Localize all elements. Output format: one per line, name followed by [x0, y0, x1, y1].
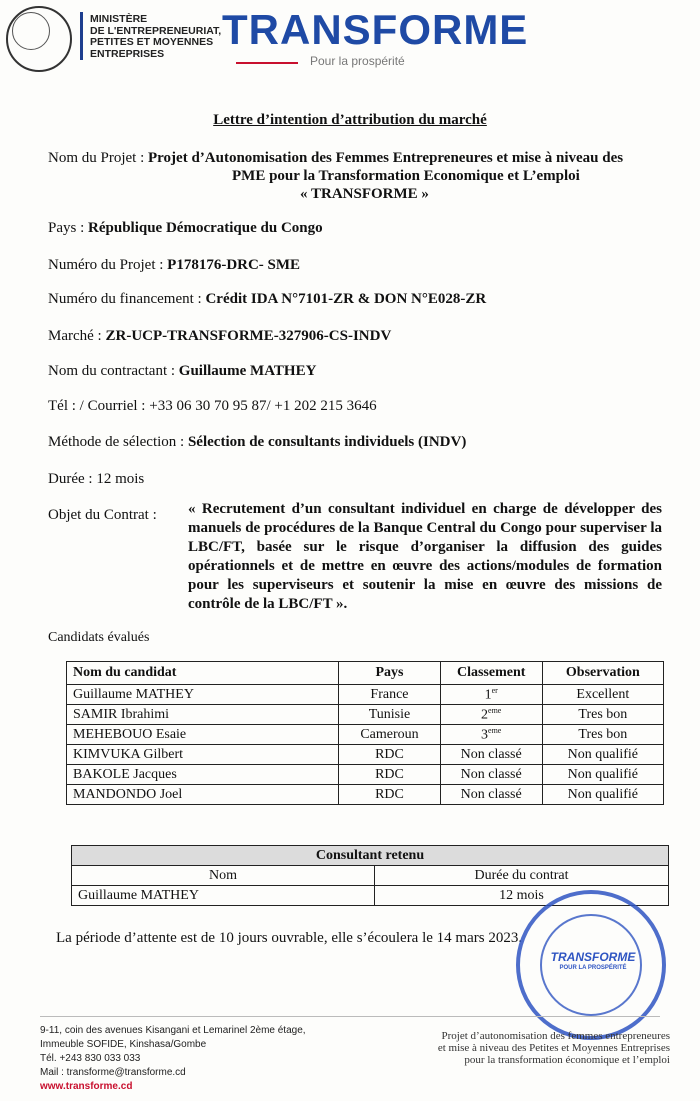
field-objet-label: Objet du Contrat : — [48, 507, 157, 523]
brand-accent-line — [236, 62, 298, 64]
field-label: Pays : — [48, 220, 85, 236]
candidate-country: RDC — [339, 785, 440, 805]
rank-value: 1 — [484, 687, 492, 703]
candidate-country: RDC — [339, 745, 440, 765]
candidate-country: Tunisie — [339, 705, 440, 725]
field-label: Tél : / Courriel : — [48, 398, 146, 414]
footer-website-link[interactable]: www.transforme.cd — [40, 1081, 133, 1092]
field-numero-projet — [48, 257, 300, 274]
footer-desc-line: Projet d’autonomisation des femmes entrepreneures — [441, 1030, 670, 1042]
table-row — [67, 745, 664, 765]
candidate-name: MEHEBOUO Esaie — [67, 725, 339, 745]
table-title: Consultant retenu — [72, 846, 669, 866]
table-header-row — [72, 866, 669, 886]
ministry-divider — [80, 12, 83, 60]
candidate-country: RDC — [339, 765, 440, 785]
candidate-rank: Non classé — [440, 745, 542, 765]
field-value: Sélection de consultants individuels (INDV) — [187, 434, 467, 450]
candidate-observation: Non qualifié — [542, 785, 663, 805]
candidate-name: SAMIR Ibrahimi — [67, 705, 339, 725]
table-title-row — [72, 846, 669, 866]
candidate-observation: Non qualifié — [542, 745, 663, 765]
candidate-country: France — [339, 685, 440, 705]
candidate-rank — [440, 685, 542, 705]
footer-phone: Tél. +243 830 033 033 — [40, 1053, 141, 1064]
address-line: Immeuble SOFIDE, Kinshasa/Gombe — [40, 1039, 207, 1050]
ministry-name — [90, 14, 221, 60]
candidates-label: Candidats évalués — [48, 630, 150, 645]
field-marche — [48, 328, 391, 345]
ministry-line: ENTREPRISES — [90, 47, 165, 60]
candidate-name: BAKOLE Jacques — [67, 765, 339, 785]
field-value: 12 mois — [96, 471, 145, 487]
candidates-table — [66, 661, 664, 805]
field-value: Crédit IDA N°7101-ZR & DON N°E028-ZR — [205, 291, 487, 307]
table-row — [67, 725, 664, 745]
field-contractant — [48, 363, 316, 380]
rank-suffix: eme — [488, 705, 502, 715]
table-row — [67, 685, 664, 705]
header-cell: Nom du candidat — [67, 662, 339, 685]
footer-project-description — [420, 1030, 670, 1066]
document-title: Lettre d’intention d’attribution du marché — [213, 112, 487, 128]
footer-desc-line: et mise à niveau des Petites et Moyennes Entreprises — [437, 1042, 670, 1054]
candidate-rank — [440, 705, 542, 725]
footer-desc-line: pour la transformation économique et l’emploi — [464, 1054, 670, 1066]
projet-line-3: « TRANSFORME » — [300, 186, 429, 202]
field-label: Numéro du financement : — [48, 291, 202, 307]
field-label: Nom du contractant : — [48, 363, 176, 379]
candidate-rank — [440, 725, 542, 745]
waiting-period-text: La période d’attente est de 10 jours ouvrable, elle s’écoulera le 14 mars 2023. — [56, 930, 523, 946]
candidate-rank: Non classé — [440, 765, 542, 785]
seal-emblem-icon — [12, 12, 50, 50]
candidate-observation: Excellent — [542, 685, 663, 705]
footer-address — [40, 1024, 306, 1094]
field-label: Nom du Projet : — [48, 150, 145, 166]
table-header-row — [67, 662, 664, 685]
header-cell: Observation — [542, 662, 663, 685]
ministry-line: DE L'ENTREPRENEURIAT, — [90, 24, 222, 37]
field-value: +33 06 30 70 95 87/ +1 202 215 3646 — [149, 398, 377, 414]
brand-logo: TRANSFORME — [222, 6, 529, 53]
rank-suffix: er — [491, 685, 498, 695]
brand-tagline: Pour la prospérité — [310, 54, 405, 68]
footer-email: Mail : transforme@transforme.cd — [40, 1067, 186, 1078]
field-value: République Démocratique du Congo — [88, 220, 323, 236]
field-value: ZR-UCP-TRANSFORME-327906-CS-INDV — [105, 328, 392, 344]
address-line: 9-11, coin des avenues Kisangani et Lemarinel 2ème étage, — [40, 1025, 306, 1036]
rank-value: 3 — [481, 727, 489, 743]
rank-suffix: eme — [488, 725, 502, 735]
candidate-rank: Non classé — [440, 785, 542, 805]
stamp-subtitle: POUR LA PROSPÉRITÉ — [559, 965, 627, 971]
retained-duration: 12 mois — [375, 886, 669, 906]
field-duree — [48, 471, 144, 488]
footer-divider — [40, 1016, 660, 1017]
projet-line-2: PME pour la Transformation Economique et L’emploi — [232, 168, 580, 184]
candidate-name: MANDONDO Joel — [67, 785, 339, 805]
field-value: Guillaume MATHEY — [178, 363, 317, 379]
candidate-observation: Non qualifié — [542, 765, 663, 785]
field-pays — [48, 220, 323, 237]
field-label: Numéro du Projet : — [48, 257, 164, 273]
table-row — [67, 785, 664, 805]
field-value: P178176-DRC- SME — [167, 257, 301, 273]
table-row — [67, 765, 664, 785]
field-objet-value: « Recrutement d’un consultant individuel en charge de développer des manuels de procédures de la Banque Central du Congo pour superviser la LBC/FT, basée sur le risque d’organiser la diffusion des guides opérationnels et de mettre en œuvre des actions/modules de formation pour les superviseurs et soutenir la mise en œuvre des missions de contrôle de la LBC/FT ». — [188, 501, 662, 612]
ministry-line: PETITES ET MOYENNES — [90, 36, 214, 48]
rank-value: 2 — [481, 707, 489, 723]
table-row — [67, 705, 664, 725]
ministry-line: MINISTÈRE — [90, 13, 148, 25]
candidate-name: Guillaume MATHEY — [67, 685, 339, 705]
field-label: Durée : — [48, 471, 93, 487]
field-label: Marché : — [48, 328, 102, 344]
field-value: Projet d’Autonomisation des Femmes Entrepreneures et mise à niveau des — [148, 150, 624, 166]
header-cell: Pays — [339, 662, 440, 685]
candidate-name: KIMVUKA Gilbert — [67, 745, 339, 765]
retained-name: Guillaume MATHEY — [72, 886, 375, 906]
field-projet — [48, 150, 623, 167]
field-financement — [48, 291, 486, 308]
candidate-observation: Tres bon — [542, 725, 663, 745]
stamp-title: TRANSFORME — [550, 950, 636, 964]
header-cell: Nom — [72, 866, 375, 886]
field-label: Méthode de sélection : — [48, 434, 185, 450]
candidate-observation: Tres bon — [542, 705, 663, 725]
candidate-country: Cameroun — [339, 725, 440, 745]
header-cell: Classement — [440, 662, 542, 685]
header-cell: Durée du contrat — [375, 866, 669, 886]
field-tel — [48, 398, 377, 415]
field-methode — [48, 434, 466, 451]
